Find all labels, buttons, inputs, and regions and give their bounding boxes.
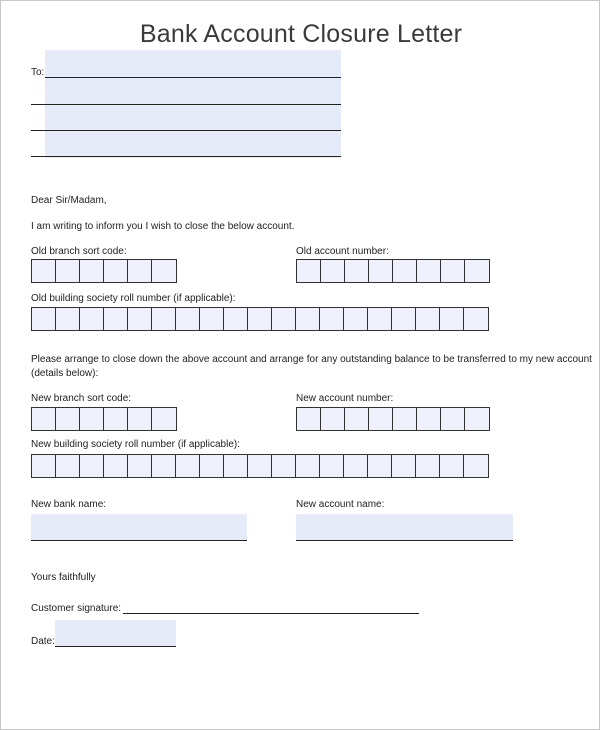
digit-box[interactable] (152, 260, 176, 282)
digit-box[interactable] (392, 455, 416, 477)
digit-box[interactable] (465, 408, 489, 430)
digit-box[interactable] (393, 260, 417, 282)
digit-box[interactable] (56, 408, 80, 430)
digit-box[interactable] (392, 308, 416, 330)
digit-box[interactable] (152, 308, 176, 330)
signature-line[interactable] (123, 613, 419, 614)
new-account-number-label: New account number: (296, 393, 394, 404)
digit-box[interactable] (200, 308, 224, 330)
digit-box[interactable] (272, 455, 296, 477)
old-roll-number-input[interactable] (31, 307, 489, 331)
new-account-name-label: New account name: (296, 499, 385, 510)
digit-box[interactable] (368, 308, 392, 330)
digit-box[interactable] (320, 455, 344, 477)
digit-box[interactable] (320, 308, 344, 330)
intro-text: I am writing to inform you I wish to close the below account. (31, 221, 295, 232)
to-line-4 (31, 156, 341, 157)
digit-box[interactable] (32, 260, 56, 282)
digit-box[interactable] (464, 308, 488, 330)
digit-box[interactable] (56, 308, 80, 330)
digit-box[interactable] (248, 455, 272, 477)
new-account-number-input[interactable] (296, 407, 490, 431)
digit-box[interactable] (321, 408, 345, 430)
digit-box[interactable] (345, 260, 369, 282)
date-field[interactable] (55, 620, 176, 646)
page-title: Bank Account Closure Letter (139, 20, 463, 48)
to-line-1 (45, 77, 341, 78)
digit-box[interactable] (176, 455, 200, 477)
digit-box[interactable] (152, 455, 176, 477)
digit-box[interactable] (369, 408, 393, 430)
digit-box[interactable] (345, 408, 369, 430)
digit-box[interactable] (465, 260, 489, 282)
new-account-name-field[interactable] (296, 514, 513, 540)
arrange-text-line-1: Please arrange to close down the above account and arrange for any outstanding balance to be transferred to my new account (31, 354, 592, 365)
digit-box[interactable] (416, 308, 440, 330)
date-line (55, 646, 176, 647)
new-bank-name-label: New bank name: (31, 499, 107, 510)
new-bank-name-field[interactable] (31, 514, 247, 540)
digit-box[interactable] (32, 308, 56, 330)
digit-box[interactable] (441, 260, 465, 282)
digit-box[interactable] (128, 260, 152, 282)
signature-label: Customer signature: (31, 603, 122, 614)
digit-box[interactable] (441, 408, 465, 430)
digit-box[interactable] (80, 408, 104, 430)
date-label: Date: (31, 636, 55, 647)
digit-box[interactable] (128, 455, 152, 477)
digit-box[interactable] (464, 455, 488, 477)
digit-box[interactable] (104, 260, 128, 282)
digit-box[interactable] (80, 308, 104, 330)
digit-box[interactable] (296, 308, 320, 330)
digit-box[interactable] (344, 455, 368, 477)
digit-box[interactable] (297, 260, 321, 282)
digit-box[interactable] (440, 308, 464, 330)
arrange-text-line-2: (details below): (31, 368, 99, 379)
digit-box[interactable] (104, 308, 128, 330)
digit-box[interactable] (32, 408, 56, 430)
digit-box[interactable] (297, 408, 321, 430)
digit-box[interactable] (224, 455, 248, 477)
new-sort-code-label: New branch sort code: (31, 393, 132, 404)
digit-box[interactable] (368, 455, 392, 477)
digit-box[interactable] (200, 455, 224, 477)
new-bank-name-line (31, 540, 247, 541)
digit-box[interactable] (393, 408, 417, 430)
digit-box[interactable] (56, 455, 80, 477)
digit-box[interactable] (128, 308, 152, 330)
to-line-3 (31, 130, 341, 131)
digit-box[interactable] (128, 408, 152, 430)
old-account-number-label: Old account number: (296, 246, 389, 257)
new-account-name-line (296, 540, 513, 541)
digit-box[interactable] (369, 260, 393, 282)
new-roll-number-input[interactable] (31, 454, 489, 478)
digit-box[interactable] (296, 455, 320, 477)
new-sort-code-input[interactable] (31, 407, 177, 431)
digit-box[interactable] (416, 455, 440, 477)
digit-box[interactable] (80, 260, 104, 282)
digit-box[interactable] (104, 408, 128, 430)
digit-box[interactable] (417, 260, 441, 282)
digit-box[interactable] (152, 408, 176, 430)
digit-box[interactable] (32, 455, 56, 477)
digit-box[interactable] (417, 408, 441, 430)
digit-box[interactable] (224, 308, 248, 330)
digit-box[interactable] (248, 308, 272, 330)
new-roll-number-label: New building society roll number (if applicable): (31, 439, 240, 450)
digit-box[interactable] (440, 455, 464, 477)
digit-box[interactable] (56, 260, 80, 282)
digit-box[interactable] (80, 455, 104, 477)
old-sort-code-label: Old branch sort code: (31, 246, 127, 257)
digit-box[interactable] (176, 308, 200, 330)
closing-text: Yours faithfully (31, 572, 96, 583)
digit-box[interactable] (321, 260, 345, 282)
greeting: Dear Sir/Madam, (31, 195, 107, 206)
digit-box[interactable] (344, 308, 368, 330)
old-account-number-input[interactable] (296, 259, 490, 283)
old-roll-number-label: Old building society roll number (if applicable): (31, 293, 236, 304)
digit-box[interactable] (104, 455, 128, 477)
digit-box[interactable] (272, 308, 296, 330)
old-sort-code-input[interactable] (31, 259, 177, 283)
to-line-2 (31, 104, 341, 105)
to-label: To: (31, 67, 45, 78)
